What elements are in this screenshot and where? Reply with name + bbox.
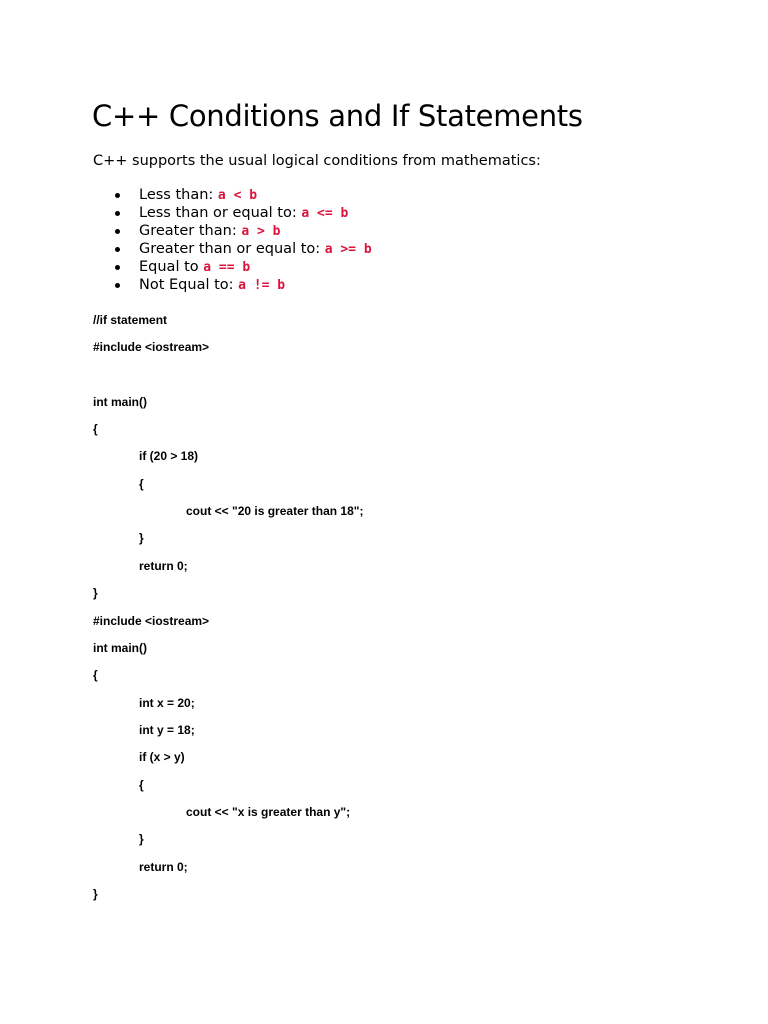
code-line: } bbox=[93, 586, 98, 600]
condition-label: Not Equal to: bbox=[139, 277, 239, 293]
list-item bbox=[93, 222, 372, 240]
code-line: cout << "20 is greater than 18"; bbox=[186, 504, 364, 518]
code-line: int main() bbox=[93, 395, 147, 409]
condition-label: Greater than: bbox=[139, 223, 242, 239]
code-line: { bbox=[93, 422, 98, 436]
condition-label: Equal to bbox=[139, 259, 204, 275]
condition-label: Less than or equal to: bbox=[139, 205, 302, 221]
condition-code: a > b bbox=[241, 224, 281, 239]
code-line: #include <iostream> bbox=[93, 614, 210, 628]
code-line: { bbox=[93, 668, 98, 682]
intro-paragraph: C++ supports the usual logical conditions from mathematics: bbox=[93, 153, 541, 169]
list-item bbox=[93, 258, 372, 276]
list-item bbox=[93, 204, 372, 222]
code-line: { bbox=[139, 477, 144, 491]
condition-label: Greater than or equal to: bbox=[139, 241, 325, 257]
code-line: int x = 20; bbox=[139, 696, 195, 710]
bullet-icon bbox=[115, 265, 120, 270]
bullet-icon bbox=[115, 247, 120, 252]
list-item bbox=[93, 276, 372, 294]
condition-code: a != b bbox=[238, 278, 286, 293]
bullet-icon bbox=[115, 229, 120, 234]
code-line: { bbox=[139, 778, 144, 792]
code-line: } bbox=[93, 887, 98, 901]
bullet-icon bbox=[115, 211, 120, 216]
list-item bbox=[93, 240, 372, 258]
code-line: return 0; bbox=[139, 559, 188, 573]
code-line: int y = 18; bbox=[139, 723, 195, 737]
condition-code: a >= b bbox=[324, 242, 372, 257]
condition-label: Less than: bbox=[139, 187, 218, 203]
bullet-icon bbox=[115, 193, 120, 198]
code-line: if (x > y) bbox=[139, 750, 185, 764]
code-line: } bbox=[139, 531, 144, 545]
code-comment: //if statement bbox=[93, 313, 168, 327]
code-line: return 0; bbox=[139, 860, 188, 874]
conditions-list bbox=[93, 186, 372, 294]
page-title: C++ Conditions and If Statements bbox=[92, 99, 583, 133]
condition-code: a <= b bbox=[301, 206, 349, 221]
condition-code: a < b bbox=[217, 188, 258, 203]
code-line: int main() bbox=[93, 641, 147, 655]
list-item bbox=[93, 186, 372, 204]
code-line: } bbox=[139, 832, 144, 846]
condition-code: a == b bbox=[203, 260, 251, 275]
code-line: if (20 > 18) bbox=[139, 449, 199, 463]
bullet-icon bbox=[115, 283, 120, 288]
code-line: #include <iostream> bbox=[93, 340, 210, 354]
code-line: cout << "x is greater than y"; bbox=[186, 805, 351, 819]
